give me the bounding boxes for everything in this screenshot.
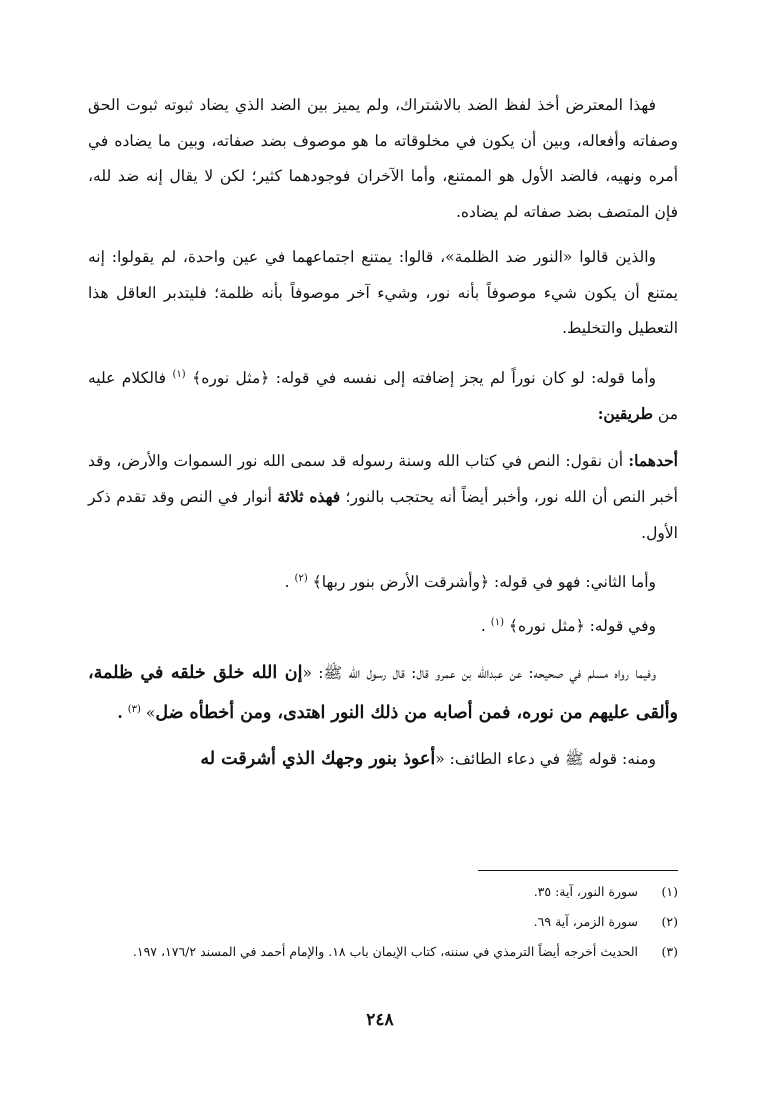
footnotes (88, 877, 678, 967)
paragraph-4-text: أن نقول: النص في كتاب الله وسنة رسوله قد سمى الله نور السموات والأرض، وقد أخبر النص أن الله نور، وأخبر أيضاً أنه يحتجب بالنور؛ (88, 451, 678, 507)
quote-line-2 (88, 605, 678, 645)
paragraph-5-close: » (145, 704, 156, 723)
paragraph-4-label: أحدهما: (628, 450, 678, 470)
paragraph-3-text: وأما قوله: لو كان نوراً لم يجز إضافته إلى نفسه في قوله: ﴿مثل نوره﴾ (192, 368, 657, 387)
quote-1-text: وأما الثاني: فهو في قوله: ﴿وأشرقت الأرض بنور ربها﴾ (312, 573, 656, 592)
footnote-ref-2: (٢) (294, 573, 308, 585)
footnote-2-text: سورة الزمر، آية ٦٩. (533, 914, 638, 929)
paragraph-2-text: والذين قالوا «النور ضد الظلمة»، قالوا: يمتنع اجتماعهما في عين واحدة، لم يقولوا: إنه يمتنع أن يكون شيء موصوفاً بأنه نور، وشيء آخر موصوفاً بأنه ظلمة؛ فليتدبر العاقل هذا التعطيل والتخليط. (88, 248, 678, 337)
footnote-ref-1: (١) (172, 368, 186, 380)
quote-2-text: وفي قوله: ﴿مثل نوره﴾ (508, 616, 656, 635)
footnote-3-text: الحديث أخرجه أيضاً الترمذي في سننه، كتاب الإيمان باب ١٨. والإمام أحمد في المسند ١٧٦/٢، ١٩٧. (132, 944, 638, 959)
paragraph-3-bold: طريقين: (597, 404, 653, 424)
quote-line-1 (88, 561, 678, 601)
paragraph-3 (88, 357, 678, 433)
paragraph-3-continuation: فالكلام عليه من (88, 368, 678, 424)
footnote-divider (478, 870, 678, 871)
footnote-1-text: سورة النور، آية: ٣٥. (533, 884, 638, 899)
footnote-3-number: (٣) (661, 944, 678, 959)
quote-2-end: . (480, 616, 486, 635)
footnote-1 (88, 877, 678, 907)
footnote-2 (88, 907, 678, 937)
page-body (88, 88, 678, 787)
footnote-ref-3: (٣) (127, 703, 141, 715)
page-number: ٢٤٨ (366, 1010, 394, 1030)
taif-prayer-text: أعوذ بنور وجهك الذي أشرقت له (200, 748, 436, 769)
paragraph-2 (88, 240, 678, 347)
paragraph-1-text: فهذا المعترض أخذ لفظ الضد بالاشتراك، ولم يميز بين الضد الذي يضاد ثبوته ثبوت الحق وصفاته وأفعاله، وبين أن يكون في مخلوقاته ما هو موصوف بضد صفاته، وبين ما يضاده في أمره ونهيه، فالضد الأول هو الممتنع، وأما الآخران فوجودهما كثير؛ لكن لا يقال إنه ضد لله، فإن المتصف بضد صفاته لم يضاده. (88, 96, 678, 221)
quote-1-end: . (284, 573, 290, 592)
paragraph-6-intro: ومنه: قوله ﷺ في دعاء الطائف: « (435, 749, 656, 768)
paragraph-5 (88, 656, 678, 731)
paragraph-5-intro: وفيما رواه مسلم في صحيحه: عن عبدالله بن عمرو قال: قال رسول الله ﷺ: « (302, 664, 657, 683)
footnote-1-number: (١) (661, 884, 678, 899)
footnote-ref-1b: (١) (490, 616, 504, 628)
paragraph-4-end: أنوار في النص وقد تقدم ذكر الأول. (88, 488, 678, 542)
paragraph-6 (88, 742, 678, 778)
footnote-2-number: (٢) (661, 914, 678, 929)
hadith-text: إن الله خلق خلقه في ظلمة، وألقى عليهم من نوره، فمن أصابه من ذلك النور اهتدى، ومن أخطأه ضل (88, 663, 678, 724)
paragraph-4 (88, 443, 678, 552)
paragraph-4-bold: فهذه ثلاثة (277, 487, 341, 507)
paragraph-5-end: . (117, 703, 123, 723)
footnote-3 (88, 937, 678, 967)
paragraph-1 (88, 88, 678, 230)
